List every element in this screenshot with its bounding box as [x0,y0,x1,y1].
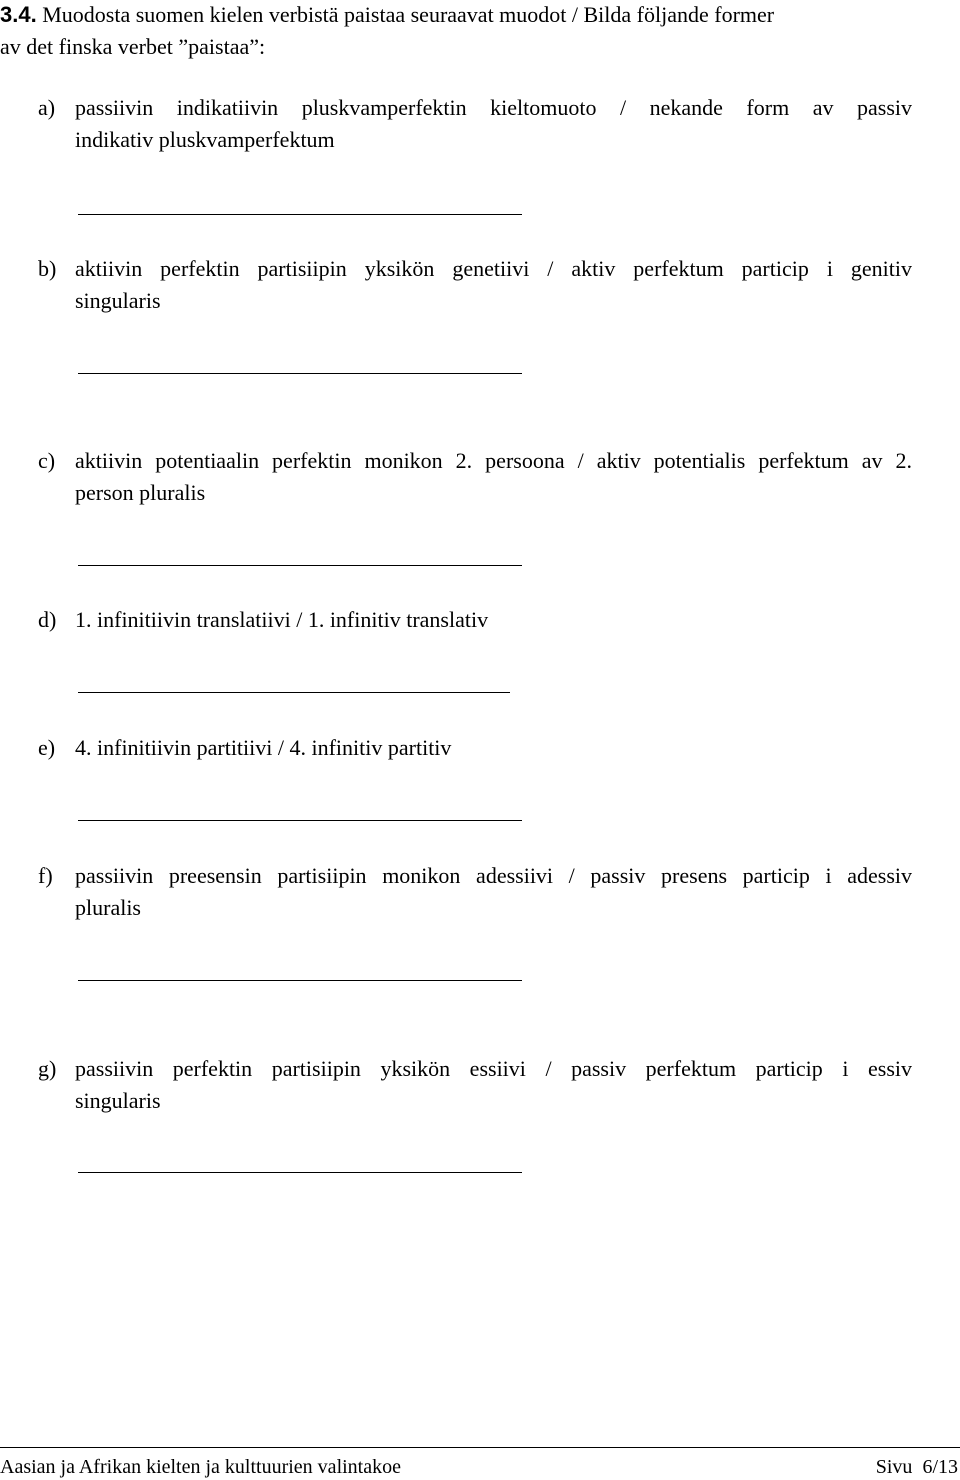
question-g-letter: g) [38,1056,57,1081]
task-number: 3.4. [0,2,37,27]
question-d-letter: d) [38,607,57,632]
question-f-letter: f) [38,863,53,888]
question-e-text-line1: 4. infinitiivin partitiivi / 4. infinitiv partitiv [75,735,452,760]
question-g-text-line1: passiivin perfektin partisiipin yksikön essiivi / passiv perfektum particip i essiv [75,1056,912,1081]
question-d-text-line1: 1. infinitiivin translatiivi / 1. infinitiv translativ [75,607,489,632]
task-instruction-line2: av det finska verbet ”paistaa”: [0,34,266,59]
question-b-text-line2: singularis [75,288,161,313]
question-g-text-line2: singularis [75,1088,161,1113]
answer-line-g[interactable] [78,1172,522,1173]
question-f-text-line1: passiivin preesensin partisiipin monikon adessiivi / passiv presens particip i adessiv [75,863,912,888]
question-b-letter: b) [38,256,57,281]
answer-line-b[interactable] [78,373,522,374]
answer-line-a[interactable] [78,214,522,215]
task-instruction-line1: Muodosta suomen kielen verbistä paistaa seuraavat muodot / Bilda följande former [42,2,775,27]
answer-line-d[interactable] [78,692,510,693]
answer-line-e[interactable] [78,820,522,821]
question-c-text-line2: person pluralis [75,480,206,505]
footer-page-label: Sivu [875,1456,913,1478]
question-e-letter: e) [38,735,56,760]
question-b-text-line1: aktiivin perfektin partisiipin yksikön genetiivi / aktiv perfektum particip i genitiv [75,256,912,281]
task-header [0,0,774,30]
footer-rule [0,1447,960,1448]
question-c-text-line1: aktiivin potentiaalin perfektin monikon 2. persoona / aktiv potentialis perfektum av 2. [75,448,912,473]
answer-line-f[interactable] [78,980,522,981]
footer-page-number: 6/13 [922,1456,958,1478]
question-a-letter: a) [38,95,56,120]
footer-page-indicator [876,1454,958,1480]
answer-line-c[interactable] [78,565,522,566]
question-a-text-line2: indikativ pluskvamperfektum [75,127,335,152]
question-c-letter: c) [38,448,56,473]
question-f-text-line2: pluralis [75,895,141,920]
question-a-text-line1: passiivin indikatiivin pluskvamperfektin kieltomuoto / nekande form av passiv [75,95,912,120]
footer-exam-title: Aasian ja Afrikan kielten ja kulttuurien valintakoe [0,1456,401,1478]
